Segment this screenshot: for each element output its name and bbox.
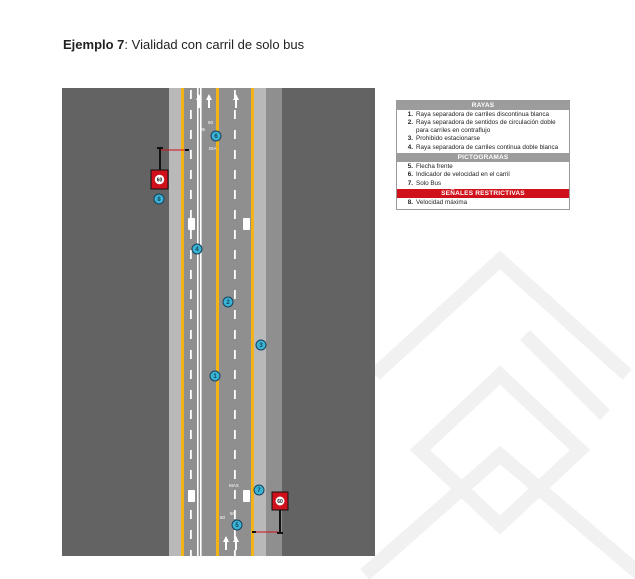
- lane-dash: [234, 130, 236, 139]
- sidewalk-median: [169, 88, 183, 556]
- lane-dash: [234, 270, 236, 279]
- legend-table: [396, 100, 570, 210]
- legend-item-number: 3.: [407, 135, 413, 143]
- speed-limit-value: 60: [277, 498, 283, 505]
- double-white-line-b: [200, 88, 202, 556]
- watermark-pattern: [360, 250, 635, 579]
- legend-item: [397, 179, 569, 187]
- legend-item-text: Prohibido estacionarse: [416, 135, 481, 143]
- legend-item-number: 1.: [407, 111, 413, 118]
- legend-item: [397, 118, 569, 134]
- lane-dash: [234, 110, 236, 119]
- legend-section-senales: [397, 198, 569, 208]
- callout-4: [192, 244, 202, 254]
- lane-dash: [234, 170, 236, 179]
- callout-6: [211, 131, 221, 141]
- lane-dash: [190, 410, 192, 419]
- lane-dash: [190, 90, 192, 99]
- lane-dash: [190, 370, 192, 379]
- legend-item-number: 7.: [407, 179, 413, 187]
- callout-number: 7: [257, 488, 261, 495]
- speed-limit-value: 60: [156, 177, 163, 184]
- lane-dash: [234, 550, 236, 556]
- legend-item: [397, 143, 569, 151]
- road-plan-diagram: [62, 88, 375, 556]
- sign-pointer-tip: [252, 531, 256, 533]
- lane-dash: [234, 410, 236, 419]
- sign-post: [279, 509, 281, 532]
- legend-item: [397, 162, 569, 170]
- lane-dash: [234, 310, 236, 319]
- lane-dash: [190, 270, 192, 279]
- lane-dash: [190, 210, 192, 219]
- lane-dash: [190, 510, 192, 519]
- legend-item: [397, 110, 569, 118]
- callout-8: [154, 194, 164, 204]
- lane-dash: [190, 390, 192, 399]
- bus-pictogram: [188, 218, 195, 230]
- legend-item-number: 2.: [407, 119, 413, 127]
- double-white-line-a: [197, 88, 199, 556]
- callout-number: 4: [195, 247, 199, 254]
- lane-dash: [190, 170, 192, 179]
- legend-item-text: Flecha frente: [416, 163, 453, 171]
- yellow-line-right: [251, 88, 254, 556]
- lane-dash: [190, 470, 192, 479]
- legend-item: [397, 170, 569, 178]
- lane-dash: [234, 490, 236, 499]
- bus-pictogram: [243, 218, 250, 230]
- bus-pictogram: [243, 490, 250, 502]
- speed-label: 05: [200, 127, 206, 132]
- lane-dash: [234, 450, 236, 459]
- lane-dash: [190, 450, 192, 459]
- speed-label: MAX: [229, 483, 239, 488]
- lane-dash: [234, 230, 236, 239]
- yellow-line-center: [216, 88, 219, 556]
- legend-item-text: Raya separadora de sentidos de circulación doble para carriles en contraflujo: [416, 119, 556, 134]
- callout-1: [210, 371, 220, 381]
- legend-item-number: 4.: [407, 143, 413, 151]
- lane-dash: [234, 290, 236, 299]
- lane-dash: [190, 190, 192, 199]
- lane-dash: [234, 370, 236, 379]
- lane-dash: [190, 530, 192, 539]
- page-title: [63, 37, 304, 52]
- lane-dash: [190, 550, 192, 556]
- legend-item-text: Raya separadora de carriles continua doble blanca: [416, 143, 559, 151]
- callout-3: [256, 340, 266, 350]
- callout-number: 3: [259, 343, 263, 350]
- legend-item: [397, 134, 569, 142]
- legend-item-text: Indicador de velocidad en el carril: [416, 171, 510, 179]
- speed-label: 60: [208, 120, 214, 125]
- legend-header-pictogramas: PICTOGRAMAS: [397, 153, 569, 162]
- lane-dash: [190, 350, 192, 359]
- speed-label: DIA: [209, 146, 217, 151]
- lane-dash: [190, 150, 192, 159]
- legend-item-number: 5.: [407, 163, 413, 171]
- lane-dash: [190, 330, 192, 339]
- title-bold: Ejemplo 7: [63, 37, 125, 52]
- lane-dash: [234, 390, 236, 399]
- lane-dash: [190, 310, 192, 319]
- legend-item-number: 6.: [407, 171, 413, 179]
- callout-number: 8: [157, 197, 161, 204]
- legend-item: [397, 198, 569, 206]
- legend-item-text: Raya separadora de carriles discontinua blanca: [416, 111, 550, 118]
- legend-item-text: Solo Bus: [416, 179, 442, 187]
- speed-label: 60: [220, 515, 226, 520]
- callout-2: [223, 297, 233, 307]
- legend-section-rayas: [397, 110, 569, 153]
- sign-post: [159, 148, 161, 170]
- lane-dash: [190, 130, 192, 139]
- lane-dash: [234, 350, 236, 359]
- lane-dash: [190, 290, 192, 299]
- callout-number: 6: [214, 134, 218, 141]
- lane-dash: [234, 470, 236, 479]
- lane-dash: [190, 110, 192, 119]
- callout-number: 1: [213, 374, 217, 381]
- callout-5: [232, 520, 242, 530]
- callout-7: [254, 485, 264, 495]
- lane-dash: [234, 150, 236, 159]
- lane-dash: [190, 250, 192, 259]
- lane-dash: [190, 430, 192, 439]
- lane-dash: [234, 330, 236, 339]
- lane-dash: [234, 190, 236, 199]
- speed-label: 50: [230, 511, 236, 516]
- bus-pictogram: [188, 490, 195, 502]
- callout-number: 5: [235, 523, 239, 530]
- lane-dash: [234, 210, 236, 219]
- lane-dash: [234, 250, 236, 259]
- lane-dash: [190, 230, 192, 239]
- legend-item-number: 8.: [407, 199, 413, 207]
- legend-header-senales: SEÑALES RESTRICTIVAS: [397, 189, 569, 198]
- yellow-line-left: [181, 88, 184, 556]
- title-rest: : Vialidad con carril de solo bus: [124, 37, 305, 52]
- lane-dash: [234, 430, 236, 439]
- legend-header-rayas: RAYAS: [397, 101, 569, 110]
- sign-post-cap: [277, 532, 283, 534]
- callout-number: 2: [226, 300, 230, 307]
- sign-pointer-tip: [185, 149, 189, 151]
- legend-section-pictogramas: [397, 162, 569, 189]
- legend-item-text: Velocidad máxima: [416, 199, 468, 207]
